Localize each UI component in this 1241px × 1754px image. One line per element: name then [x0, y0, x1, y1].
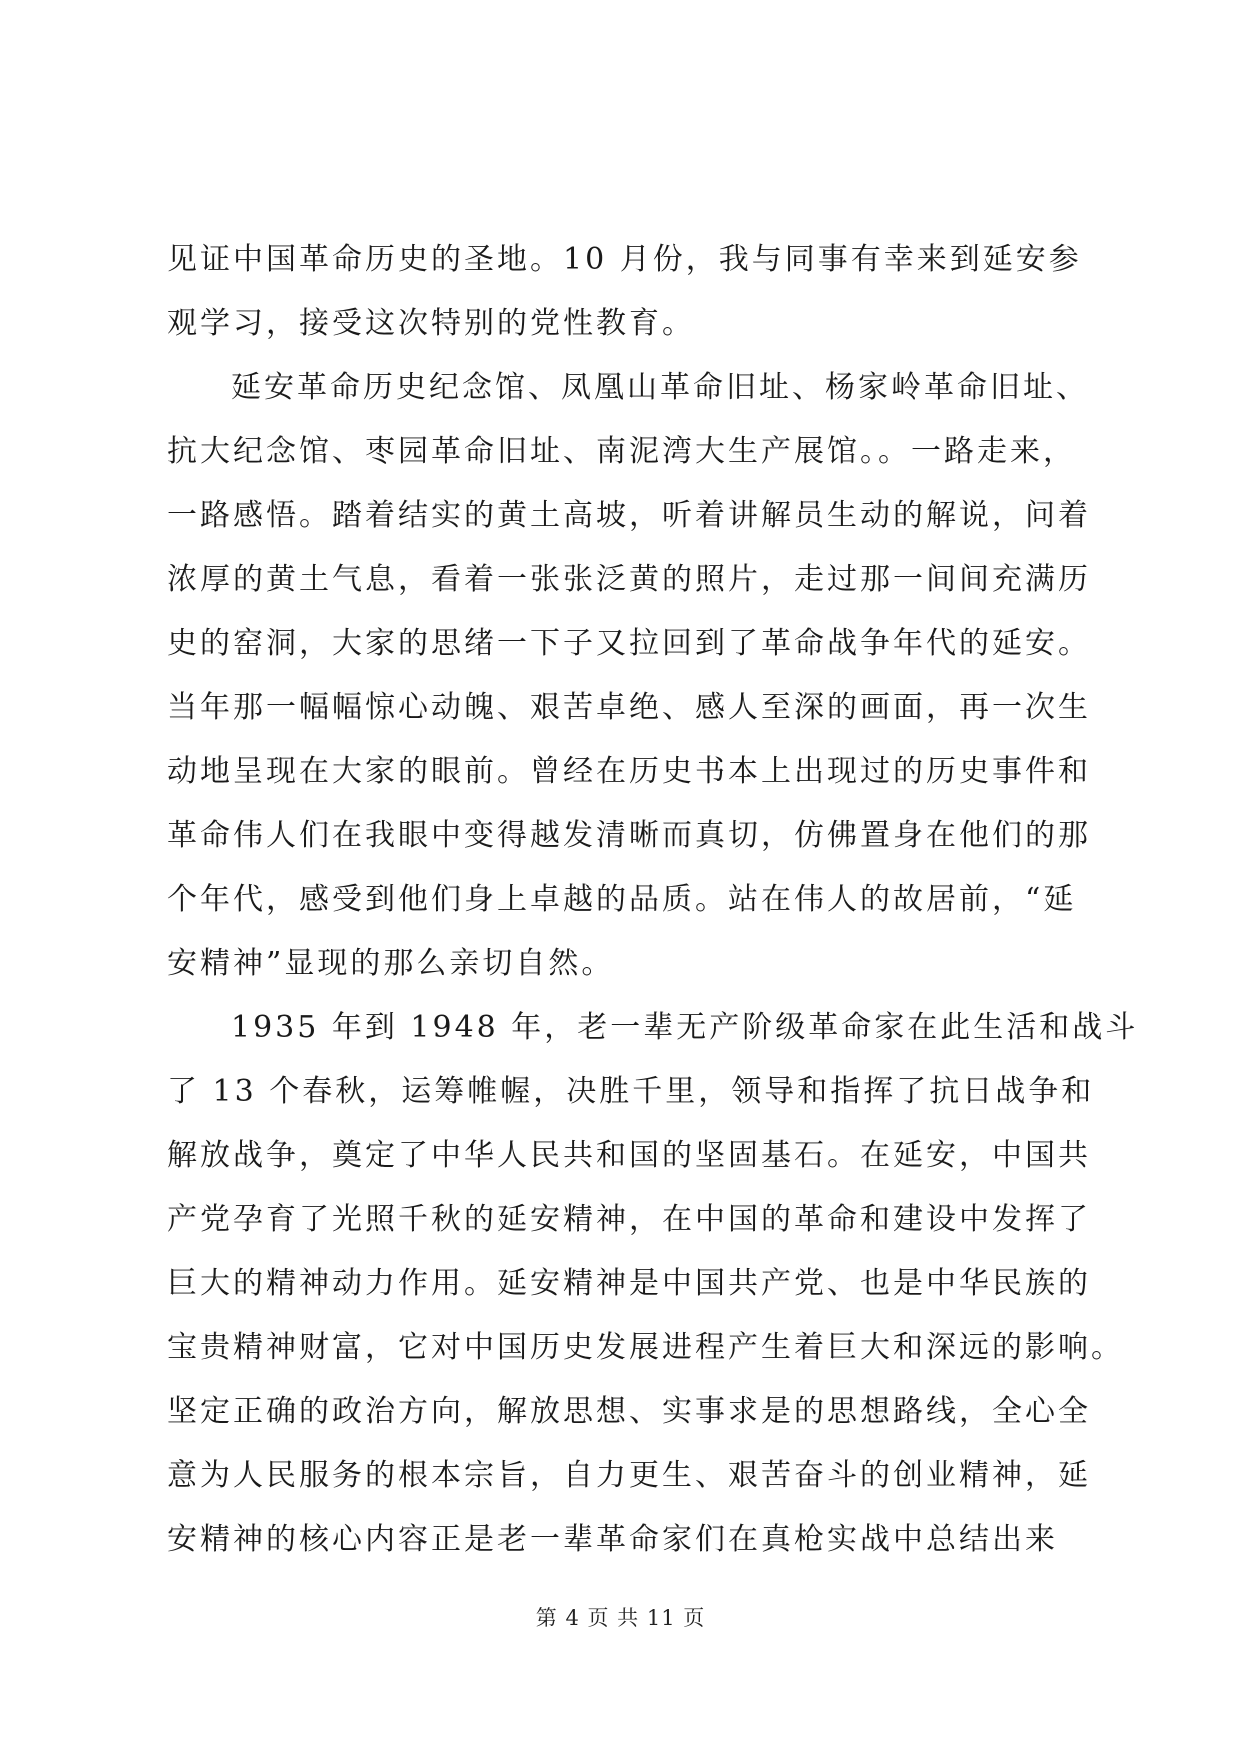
text-line: 动地呈现在大家的眼前。曾经在历史书本上出现过的历史事件和 — [167, 754, 1091, 789]
page-number-footer: 第 4 页 共 11 页 — [535, 1606, 706, 1630]
text-line: 史的窑洞，大家的思绪一下子又拉回到了革命战争年代的延安。 — [167, 626, 1091, 661]
text-line: 延安革命历史纪念馆、凤凰山革命旧址、杨家岭革命旧址、 — [231, 370, 1089, 405]
text-line: 浓厚的黄土气息，看着一张张泛黄的照片，走过那一间间充满历 — [167, 562, 1091, 597]
text-line: 宝贵精神财富，它对中国历史发展进程产生着巨大和深远的影响。 — [167, 1330, 1124, 1365]
text-line: 巨大的精神动力作用。延安精神是中国共产党、也是中华民族的 — [167, 1266, 1091, 1301]
text-line: 产党孕育了光照千秋的延安精神，在中国的革命和建设中发挥了 — [167, 1202, 1091, 1237]
text-line: 一路感悟。踏着结实的黄土高坡，听着讲解员生动的解说，问着 — [167, 498, 1091, 533]
text-line: 当年那一幅幅惊心动魄、艰苦卓绝、感人至深的画面，再一次生 — [167, 690, 1091, 725]
text-line: 见证中国革命历史的圣地。10 月份，我与同事有幸来到延安参 — [167, 242, 1082, 277]
text-line: 意为人民服务的根本宗旨，自力更生、艰苦奋斗的创业精神，延 — [167, 1458, 1091, 1493]
text-line: 安精神的核心内容正是老一辈革命家们在真枪实战中总结出来 — [167, 1522, 1058, 1557]
document-body — [167, 228, 1139, 1572]
text-line: 个年代，感受到他们身上卓越的品质。站在伟人的故居前，“延 — [167, 882, 1077, 917]
text-line: 坚定正确的政治方向，解放思想、实事求是的思想路线，全心全 — [167, 1394, 1091, 1429]
text-line: 抗大纪念馆、枣园革命旧址、南泥湾大生产展馆。。一路走来， — [167, 434, 1076, 469]
text-line: 观学习，接受这次特别的党性教育。 — [167, 306, 695, 341]
text-line: 安精神”显现的那么亲切自然。 — [167, 946, 615, 981]
text-line: 了 13 个春秋，运筹帷幄，决胜千里，领导和指挥了抗日战争和 — [167, 1074, 1095, 1109]
text-line: 1935 年到 1948 年，老一辈无产阶级革命家在此生活和战斗 — [231, 1010, 1139, 1045]
text-line: 解放战争，奠定了中华人民共和国的坚固基石。在延安，中国共 — [167, 1138, 1091, 1173]
text-line: 革命伟人们在我眼中变得越发清晰而真切，仿佛置身在他们的那 — [167, 818, 1091, 853]
